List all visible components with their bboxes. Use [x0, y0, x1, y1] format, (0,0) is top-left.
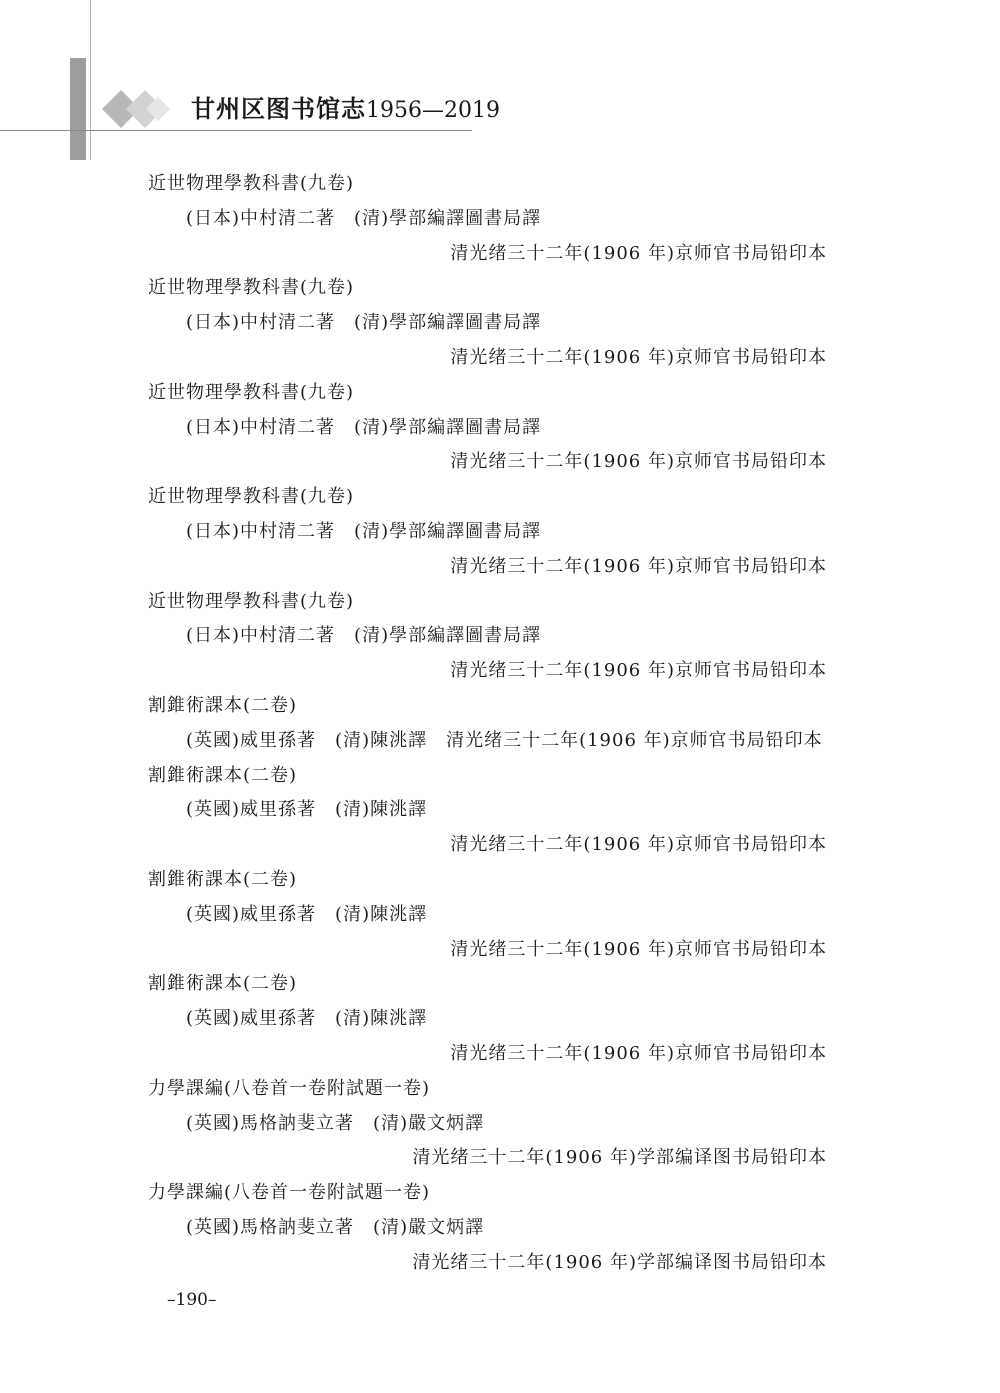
entry-author: (英國)馬格訥斐立著 (清)嚴文炳譯 — [186, 1217, 485, 1238]
entry-publication: 清光绪三十二年(1906 年)学部编译图书局铅印本 — [412, 1252, 827, 1273]
header-vertical-rule — [90, 0, 91, 160]
entry-publication: 清光绪三十二年(1906 年)京师官书局铅印本 — [450, 347, 827, 368]
entry-publication: 清光绪三十二年(1906 年)京师官书局铅印本 — [450, 834, 827, 855]
diamond-ornament-icon — [102, 90, 182, 128]
entry-title: 近世物理學教科書(九卷) — [148, 277, 355, 298]
entry-author: (日本)中村清二著 (清)學部編譯圖書局譯 — [186, 625, 542, 646]
entry-publication: 清光绪三十二年(1906 年)京师官书局铅印本 — [450, 939, 827, 960]
entry-publication: 清光绪三十二年(1906 年)京师官书局铅印本 — [450, 243, 827, 264]
entry-publication: 清光绪三十二年(1906 年)京师官书局铅印本 — [450, 451, 827, 472]
entry-title: 近世物理學教科書(九卷) — [148, 173, 355, 194]
header-horizontal-rule — [0, 130, 472, 131]
entry-title: 割錐術課本(二卷) — [148, 869, 298, 890]
header-title: 甘州区图书馆志 — [191, 94, 366, 123]
entry-author: (日本)中村清二著 (清)學部編譯圖書局譯 — [186, 417, 542, 438]
entry-title: 力學課編(八卷首一卷附試題一卷) — [148, 1078, 431, 1099]
header-grey-bar — [70, 58, 86, 160]
entry-publication: 清光绪三十二年(1906 年)京师官书局铅印本 — [450, 660, 827, 681]
entry-author: (日本)中村清二著 (清)學部編譯圖書局譯 — [186, 312, 542, 333]
entry-author: (日本)中村清二著 (清)學部編譯圖書局譯 — [186, 521, 542, 542]
entry-title: 割錐術課本(二卷) — [148, 695, 298, 716]
entry-title: 近世物理學教科書(九卷) — [148, 382, 355, 403]
entry-author: (英國)威里孫著 (清)陳洮譯 — [186, 799, 428, 820]
entry-title: 近世物理學教科書(九卷) — [148, 591, 355, 612]
entry-publication: 清光绪三十二年(1906 年)京师官书局铅印本 — [450, 1043, 827, 1064]
entry-author: (英國)馬格訥斐立著 (清)嚴文炳譯 — [186, 1113, 485, 1134]
entry-title: 近世物理學教科書(九卷) — [148, 486, 355, 507]
header-years: 1956—2019 — [366, 98, 500, 123]
entry-author: (日本)中村清二著 (清)學部編譯圖書局譯 — [186, 208, 542, 229]
running-header — [191, 93, 500, 127]
entry-author: (英國)威里孫著 (清)陳洮譯 — [186, 904, 428, 925]
entry-title: 割錐術課本(二卷) — [148, 973, 298, 994]
entry-publication: 清光绪三十二年(1906 年)学部编译图书局铅印本 — [412, 1147, 827, 1168]
entry-publication: 清光绪三十二年(1906 年)京师官书局铅印本 — [450, 556, 827, 577]
entry-title: 割錐術課本(二卷) — [148, 765, 298, 786]
entry-author-with-publication: (英國)威里孫著 (清)陳洮譯 清光绪三十二年(1906 年)京师官书局铅印本 — [186, 730, 823, 751]
entry-title: 力學課編(八卷首一卷附試題一卷) — [148, 1182, 431, 1203]
entry-author: (英國)威里孫著 (清)陳洮譯 — [186, 1008, 428, 1029]
page-number: –190– — [167, 1290, 217, 1310]
